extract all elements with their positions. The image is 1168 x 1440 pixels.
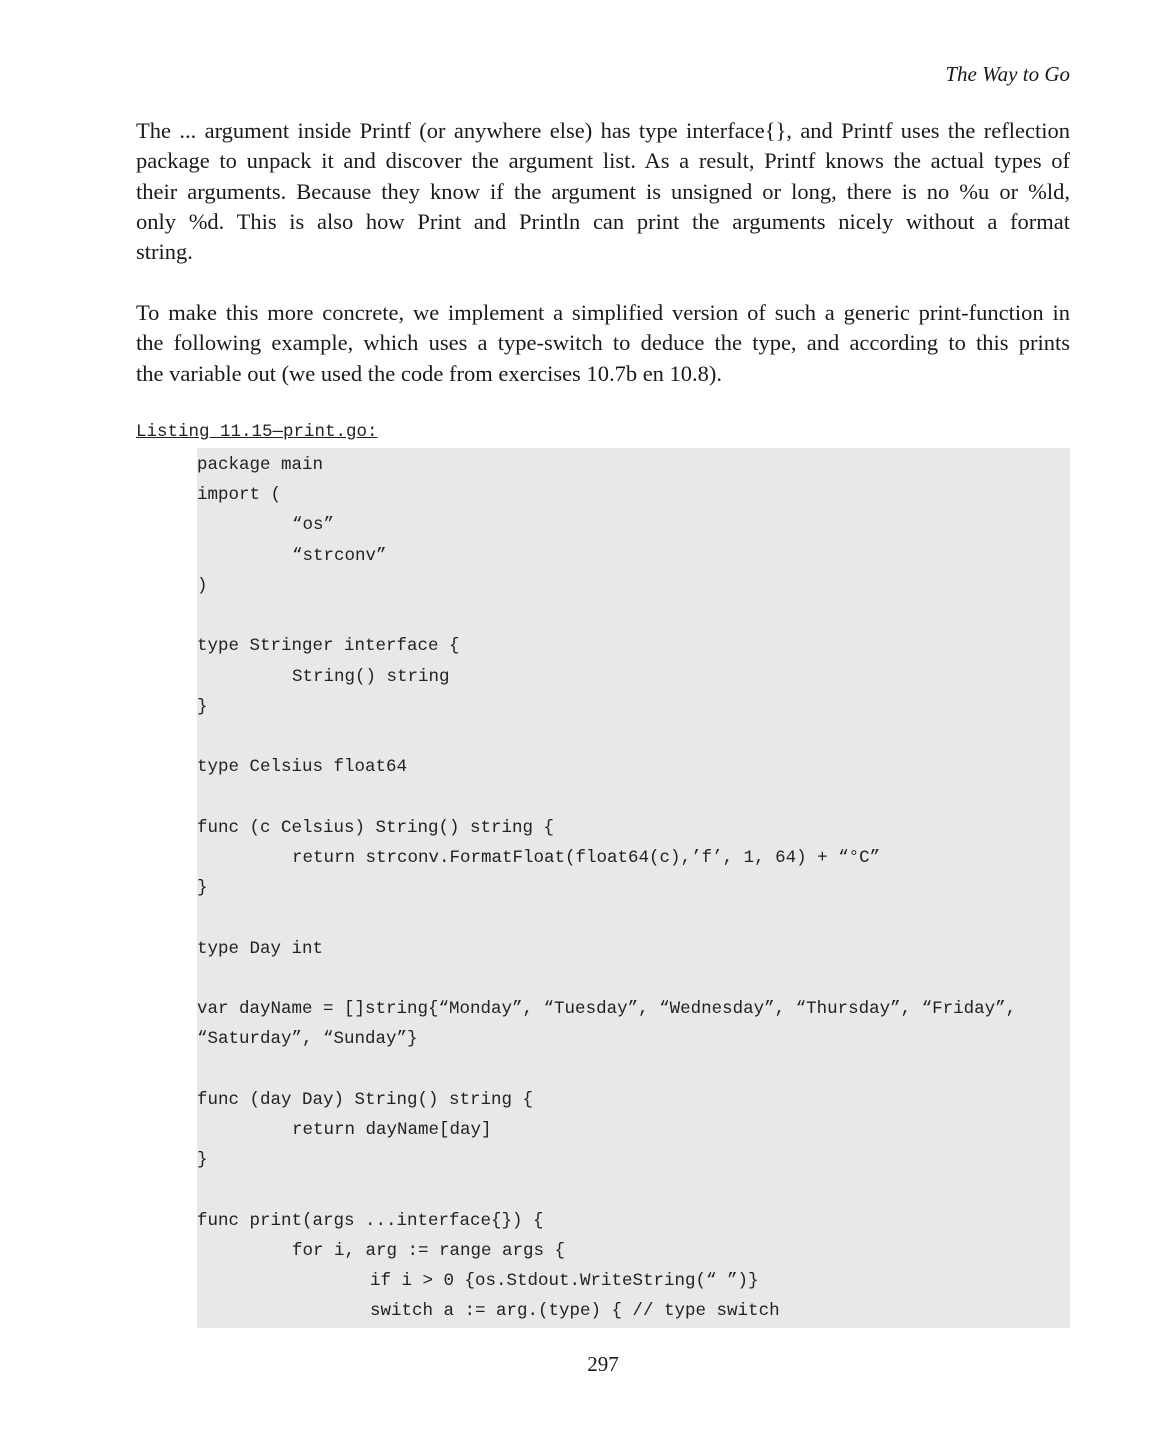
paragraph-line: package to unpack it and discover the argument list. As a result, Printf knows the actual types of	[136, 148, 1070, 174]
code-block	[197, 448, 1070, 1328]
code-line: return dayName[day]	[292, 1119, 492, 1140]
paragraph-line: only %d. This is also how Print and Println can print the arguments nicely without a format	[136, 208, 1070, 234]
running-header: The Way to Go	[945, 62, 1070, 86]
paragraph-line: string.	[136, 239, 193, 265]
page-number: 297	[587, 1352, 619, 1376]
paragraph-line: The ... argument inside Printf (or anywhere else) has type interface{}, and Printf uses the reflection	[136, 118, 1070, 143]
paragraph-line: To make this more concrete, we implement a simplified version of such a generic print-function in	[136, 300, 1070, 325]
paragraph-line: their arguments. Because they know if the argument is unsigned or long, there is no %u or %ld,	[136, 178, 1070, 204]
code-line: “os”	[292, 515, 335, 536]
code-line: }	[197, 696, 208, 717]
paragraph-2	[136, 298, 1070, 389]
code-line: var dayName = []string{“Monday”, “Tuesday”, “Wednesday”, “Thursday”, “Friday”,	[197, 998, 1017, 1019]
code-line: type Stringer interface {	[197, 636, 460, 657]
code-line: “strconv”	[292, 545, 387, 566]
code-line: for i, arg := range args {	[292, 1240, 566, 1261]
code-line: func print(args ...interface{}) {	[197, 1210, 544, 1231]
code-line: return strconv.FormatFloat(float64(c),’f’, 1, 64) + “°C”	[292, 847, 881, 868]
code-line: import (	[197, 485, 282, 506]
paragraph-line: the following example, which uses a type-switch to deduce the type, and according to this prints	[136, 330, 1070, 356]
code-line: )	[197, 575, 208, 596]
listing-caption: Listing 11.15—print.go:	[136, 422, 378, 442]
code-line: func (c Celsius) String() string {	[197, 817, 555, 838]
paragraph-line: the variable out (we used the code from exercises 10.7b en 10.8).	[136, 360, 723, 386]
code-line: “Saturday”, “Sunday”}	[197, 1029, 418, 1050]
code-line: }	[197, 1150, 208, 1171]
code-line: func (day Day) String() string {	[197, 1089, 534, 1110]
code-line: package main	[197, 455, 324, 475]
code-line: if i > 0 {os.Stdout.WriteString(“ ”)}	[370, 1270, 759, 1291]
code-line: switch a := arg.(type) { // type switch	[370, 1301, 780, 1322]
code-line: type Celsius float64	[197, 757, 408, 778]
code-line: }	[197, 878, 208, 899]
code-line: type Day int	[197, 938, 324, 959]
code-line: String() string	[292, 666, 450, 687]
paragraph-1	[136, 116, 1070, 267]
